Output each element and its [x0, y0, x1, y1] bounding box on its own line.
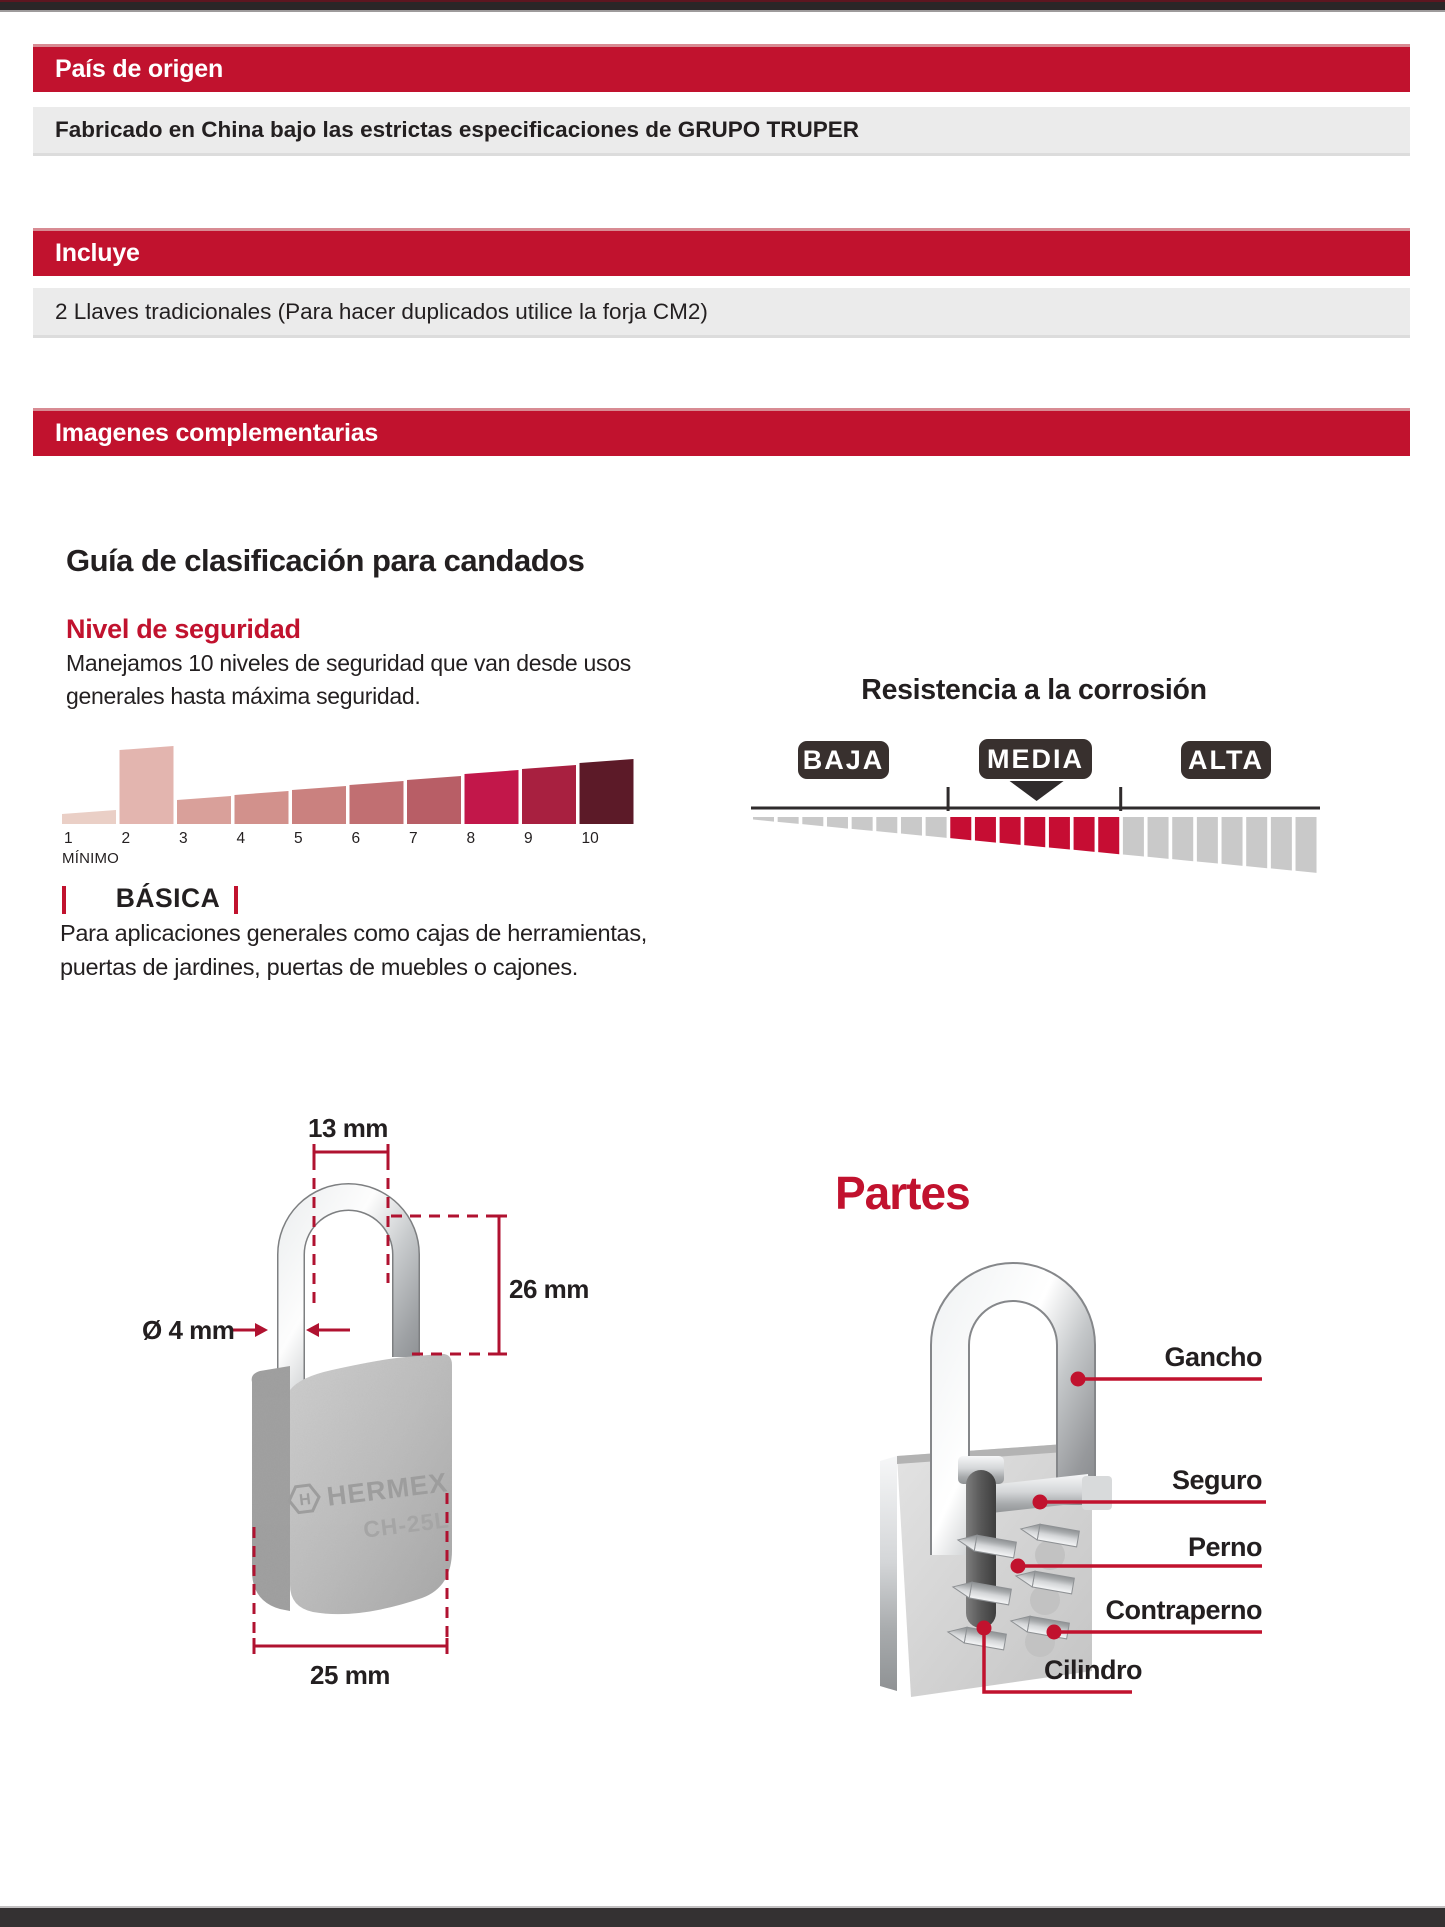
- corrosion-segment-alta: [1172, 817, 1193, 861]
- corrosion-segment-media: [1024, 817, 1045, 847]
- basica-left-tick: [62, 886, 66, 914]
- corrosion-segment-alta: [1271, 817, 1292, 871]
- security-level-tick: 8: [466, 830, 476, 847]
- selected-zone-arrow-icon: [1010, 781, 1064, 801]
- basica-desc-line1: Para aplicaciones generales como cajas de herramientas,: [60, 920, 647, 946]
- part-label-contraperno: Contraperno: [1105, 1595, 1262, 1625]
- corrosion-segment-alta: [1197, 817, 1218, 864]
- dim-26mm: 26 mm: [509, 1274, 589, 1304]
- corrosion-resistance-chart: [740, 770, 1400, 895]
- part-label-perno: Perno: [1187, 1532, 1262, 1562]
- security-level-tick: 7: [409, 830, 418, 847]
- section-header-imagenes: [33, 408, 1410, 456]
- corrosion-segment-baja: [852, 817, 873, 831]
- badge-alta-label: ALTA: [1188, 744, 1264, 775]
- corrosion-segment-alta: [1296, 817, 1317, 873]
- corrosion-segment-baja: [778, 817, 799, 824]
- dim-25mm: 25 mm: [310, 1660, 390, 1690]
- security-level-bar-5: [292, 786, 346, 824]
- bottom-dark-bar: [0, 1906, 1445, 1927]
- corrosion-segment-alta: [1246, 817, 1267, 868]
- security-level-tick: 2: [121, 830, 131, 847]
- corrosion-segment-media: [1049, 817, 1070, 850]
- security-desc-line1: Manejamos 10 niveles de seguridad que van desde usos: [66, 650, 631, 676]
- security-level-tick: 4: [236, 830, 246, 847]
- part-label-cilindro: Cilindro: [1044, 1655, 1142, 1685]
- section-header-pais-de-origen: [33, 44, 1410, 92]
- engraved-model: CH-25L: [361, 1506, 451, 1543]
- security-level-bar-4: [235, 791, 289, 824]
- badge-media-label: MEDIA: [987, 743, 1084, 774]
- corrosion-segment-baja: [876, 817, 897, 833]
- top-dark-bar: [0, 0, 1445, 12]
- security-level-tick: 3: [179, 830, 188, 847]
- includes-content-bar: [33, 288, 1410, 338]
- origin-content-bar: [33, 107, 1410, 156]
- security-level-tick: 6: [351, 830, 361, 847]
- hermex-logo-h: H: [298, 1491, 312, 1510]
- basica-right-tick: [234, 886, 238, 914]
- security-level-bar-1: [62, 810, 116, 824]
- section-title: Imagenes complementarias: [55, 419, 379, 447]
- parts-title: Partes: [835, 1167, 970, 1219]
- padlock-parts-diagram: [650, 1150, 1445, 1800]
- security-level-tick: 9: [524, 830, 533, 847]
- corrosion-segment-alta: [1222, 817, 1243, 866]
- minimo-label: MÍNIMO: [62, 850, 120, 867]
- security-desc-line2: generales hasta máxima seguridad.: [66, 683, 421, 709]
- padlock-dimensions-diagram: [100, 1095, 660, 1715]
- badge-baja-label: BAJA: [802, 744, 885, 775]
- security-level-tick: 10: [581, 830, 599, 847]
- security-level-heading: Nivel de seguridad: [66, 614, 301, 644]
- section-title: País de origen: [55, 55, 224, 83]
- corrosion-segment-media: [1000, 817, 1021, 845]
- dim-4mm: Ø 4 mm: [142, 1315, 235, 1345]
- body-front-edge: [880, 1456, 897, 1691]
- corrosion-segment-media: [1098, 817, 1119, 854]
- security-level-bar-6: [350, 781, 404, 824]
- section-title: Incluye: [55, 239, 140, 267]
- origin-text: Fabricado en China bajo las estrictas especificaciones de GRUPO TRUPER: [55, 117, 860, 142]
- security-level-tick: 5: [294, 830, 303, 847]
- dim-13mm: 13 mm: [308, 1113, 388, 1143]
- corrosion-segment-baja: [802, 817, 823, 826]
- corrosion-segment-media: [975, 817, 996, 843]
- basica-label: BÁSICA: [115, 883, 221, 913]
- corrosion-segment-baja: [827, 817, 848, 829]
- corrosion-segment-media: [1074, 817, 1095, 852]
- corrosion-segment-baja: [753, 817, 774, 822]
- security-level-tick: 1: [64, 830, 73, 847]
- security-level-bar-2: [120, 746, 174, 824]
- corrosion-segment-baja: [926, 817, 947, 838]
- security-level-bar-10: [580, 759, 634, 824]
- security-level-bar-7: [407, 776, 461, 824]
- basica-desc-line2: puertas de jardines, puertas de muebles o cajones.: [60, 954, 578, 980]
- security-level-bar-9: [522, 765, 576, 824]
- corrosion-segment-alta: [1123, 817, 1144, 857]
- security-level-bar-3: [177, 796, 231, 824]
- guide-title: Guía de clasificación para candados: [66, 543, 585, 578]
- corrosion-segment-media: [950, 817, 971, 840]
- latch-block: [1082, 1476, 1112, 1510]
- section-header-incluye: [33, 228, 1410, 276]
- corrosion-title: Resistencia a la corrosión: [861, 674, 1207, 706]
- includes-text: 2 Llaves tradicionales (Para hacer duplicados utilice la forja CM2): [55, 298, 708, 324]
- corrosion-segment-alta: [1148, 817, 1169, 859]
- part-label-gancho: Gancho: [1164, 1342, 1262, 1372]
- corrosion-segment-baja: [901, 817, 922, 836]
- engraved-brand: HERMEX: [325, 1467, 450, 1512]
- security-level-chart: [58, 742, 648, 867]
- part-label-seguro: Seguro: [1171, 1465, 1262, 1495]
- security-level-bar-8: [465, 770, 519, 824]
